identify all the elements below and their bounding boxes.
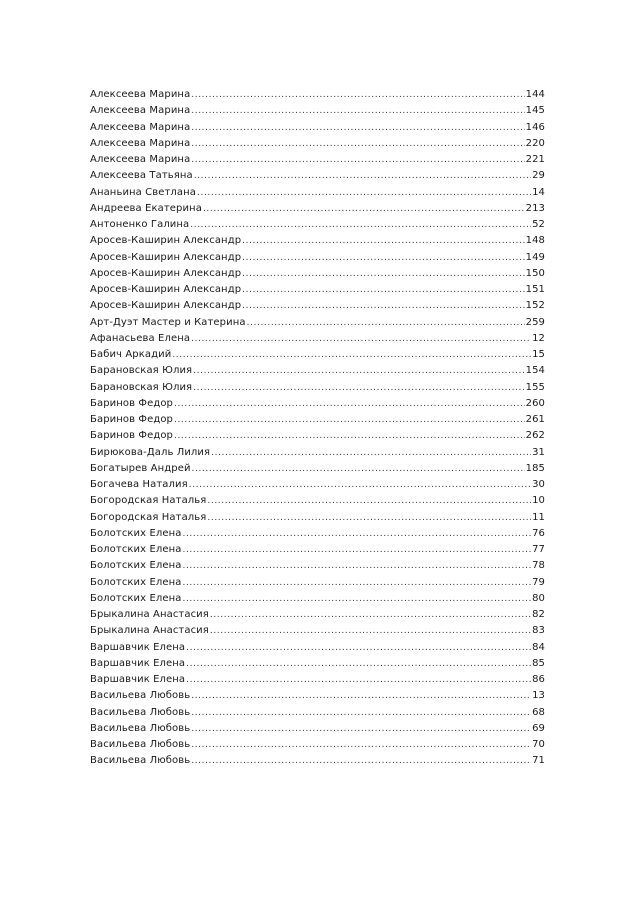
entry-page-number: 85 bbox=[532, 657, 545, 669]
dot-leader bbox=[210, 623, 531, 639]
dot-leader bbox=[242, 233, 524, 249]
dot-leader bbox=[182, 526, 531, 542]
index-entry bbox=[90, 461, 545, 477]
dot-leader bbox=[207, 493, 531, 509]
index-entry bbox=[90, 380, 545, 396]
entry-author-name: Андреева Екатерина bbox=[90, 202, 202, 214]
index-entry bbox=[90, 737, 545, 753]
dot-leader bbox=[186, 656, 531, 672]
dot-leader bbox=[207, 510, 531, 526]
dot-leader bbox=[182, 542, 531, 558]
entry-page-number: 155 bbox=[525, 381, 545, 393]
entry-author-name: Бабич Аркадий bbox=[90, 349, 172, 360]
entry-author-name: Аросев-Каширин Александр bbox=[90, 235, 242, 247]
entry-author-name: Болотских Елена bbox=[90, 576, 182, 588]
entry-author-name: Аросев-Каширин Александр bbox=[90, 267, 242, 279]
entry-author-name: Богатырев Андрей bbox=[90, 462, 191, 474]
entry-author-name: Алексеева Марина bbox=[90, 89, 191, 100]
index-entry bbox=[90, 753, 545, 769]
dot-leader bbox=[190, 217, 531, 233]
dot-leader bbox=[203, 201, 525, 217]
index-entry bbox=[90, 656, 545, 672]
dot-leader bbox=[191, 753, 531, 769]
entry-page-number: 70 bbox=[532, 739, 545, 750]
dot-leader bbox=[182, 575, 531, 591]
entry-page-number: 14 bbox=[532, 186, 545, 198]
entry-page-number: 79 bbox=[532, 576, 545, 588]
entry-page-number: 260 bbox=[525, 397, 545, 409]
dot-leader bbox=[191, 705, 531, 721]
entry-author-name: Барановская Юлия bbox=[90, 365, 193, 377]
entry-author-name: Брыкалина Анастасия bbox=[90, 625, 209, 637]
index-entry bbox=[90, 201, 545, 217]
entry-author-name: Варшавчик Елена bbox=[90, 641, 186, 653]
dot-leader bbox=[182, 558, 531, 574]
entry-page-number: 144 bbox=[525, 89, 545, 100]
entry-author-name: Бирюкова-Даль Лилия bbox=[90, 446, 211, 458]
entry-author-name: Варшавчик Елена bbox=[90, 674, 186, 685]
index-entry bbox=[90, 347, 545, 363]
index-entry bbox=[90, 705, 545, 721]
dot-leader bbox=[193, 380, 524, 396]
index-entry bbox=[90, 510, 545, 526]
entry-author-name: Васильева Любовь bbox=[90, 739, 191, 750]
entry-page-number: 13 bbox=[532, 690, 545, 702]
entry-page-number: 52 bbox=[532, 219, 545, 230]
dot-leader bbox=[191, 331, 531, 347]
dot-leader bbox=[242, 266, 524, 282]
entry-page-number: 29 bbox=[532, 170, 545, 182]
index-entry bbox=[90, 493, 545, 509]
entry-page-number: 261 bbox=[525, 414, 545, 425]
index-entry bbox=[90, 526, 545, 542]
index-entry bbox=[90, 363, 545, 379]
dot-leader bbox=[189, 477, 531, 493]
dot-leader bbox=[242, 282, 524, 298]
dot-leader bbox=[247, 315, 525, 331]
index-entry bbox=[90, 298, 545, 314]
index-entry bbox=[90, 428, 545, 444]
entry-author-name: Баринов Федор bbox=[90, 414, 174, 425]
entry-page-number: 77 bbox=[532, 544, 545, 555]
entry-author-name: Брыкалина Анастасия bbox=[90, 609, 209, 620]
index-entry bbox=[90, 688, 545, 704]
entry-page-number: 30 bbox=[532, 479, 545, 490]
index-entry bbox=[90, 250, 545, 266]
entry-author-name: Афанасьева Елена bbox=[90, 332, 191, 344]
index-entry bbox=[90, 136, 545, 152]
entry-page-number: 146 bbox=[525, 121, 545, 133]
entry-page-number: 145 bbox=[525, 105, 545, 117]
dot-leader bbox=[191, 152, 524, 168]
index-entry bbox=[90, 542, 545, 558]
index-entry bbox=[90, 331, 545, 347]
entry-page-number: 154 bbox=[525, 365, 545, 377]
entry-author-name: Васильева Любовь bbox=[90, 755, 191, 767]
dot-leader bbox=[172, 347, 531, 363]
entry-author-name: Аросев-Каширин Александр bbox=[90, 251, 242, 263]
entry-page-number: 82 bbox=[532, 609, 545, 620]
entry-author-name: Арт-Дуэт Мастер и Катерина bbox=[90, 316, 246, 328]
dot-leader bbox=[191, 87, 524, 103]
entry-page-number: 31 bbox=[532, 446, 545, 458]
entry-page-number: 83 bbox=[532, 625, 545, 637]
dot-leader bbox=[197, 185, 531, 201]
entry-page-number: 213 bbox=[525, 202, 545, 214]
entry-page-number: 11 bbox=[532, 511, 545, 523]
entry-page-number: 150 bbox=[525, 267, 545, 279]
dot-leader bbox=[182, 591, 531, 607]
entry-author-name: Алексеева Татьяна bbox=[90, 170, 193, 182]
entry-page-number: 15 bbox=[532, 349, 545, 360]
entry-page-number: 151 bbox=[525, 284, 545, 295]
entry-author-name: Баринов Федор bbox=[90, 430, 174, 442]
index-entry bbox=[90, 672, 545, 688]
dot-leader bbox=[174, 428, 525, 444]
dot-leader bbox=[194, 168, 531, 184]
dot-leader bbox=[192, 461, 525, 477]
entry-author-name: Васильева Любовь bbox=[90, 706, 191, 718]
entry-page-number: 84 bbox=[532, 641, 545, 653]
entry-author-name: Богородская Наталья bbox=[90, 511, 207, 523]
entry-page-number: 76 bbox=[532, 527, 545, 539]
entry-author-name: Алексеева Марина bbox=[90, 137, 191, 149]
index-entry bbox=[90, 623, 545, 639]
entry-author-name: Болотских Елена bbox=[90, 592, 182, 604]
index-entry bbox=[90, 591, 545, 607]
entry-page-number: 152 bbox=[525, 300, 545, 312]
entry-author-name: Васильева Любовь bbox=[90, 722, 191, 734]
entry-page-number: 69 bbox=[532, 722, 545, 734]
dot-leader bbox=[186, 672, 531, 688]
index-entry bbox=[90, 282, 545, 298]
index-entry bbox=[90, 233, 545, 249]
index-entry bbox=[90, 412, 545, 428]
index-entry bbox=[90, 396, 545, 412]
dot-leader bbox=[191, 120, 524, 136]
entry-author-name: Аросев-Каширин Александр bbox=[90, 284, 242, 295]
entry-author-name: Болотских Елена bbox=[90, 544, 182, 555]
dot-leader bbox=[242, 298, 524, 314]
index-entry bbox=[90, 120, 545, 136]
index-entry bbox=[90, 607, 545, 623]
dot-leader bbox=[174, 412, 525, 428]
entry-page-number: 71 bbox=[532, 755, 545, 767]
entry-page-number: 78 bbox=[532, 560, 545, 572]
index-entry bbox=[90, 185, 545, 201]
entry-author-name: Алексеева Марина bbox=[90, 121, 191, 133]
dot-leader bbox=[174, 396, 525, 412]
index-entry bbox=[90, 152, 545, 168]
dot-leader bbox=[191, 136, 524, 152]
entry-author-name: Баринов Федор bbox=[90, 397, 174, 409]
entry-page-number: 80 bbox=[532, 592, 545, 604]
dot-leader bbox=[211, 445, 531, 461]
dot-leader bbox=[191, 721, 531, 737]
index-entry bbox=[90, 168, 545, 184]
entry-page-number: 149 bbox=[525, 251, 545, 263]
entry-author-name: Барановская Юлия bbox=[90, 381, 193, 393]
entry-author-name: Ананьина Светлана bbox=[90, 186, 197, 198]
author-index-list bbox=[90, 87, 545, 770]
entry-author-name: Васильева Любовь bbox=[90, 690, 191, 702]
dot-leader bbox=[210, 607, 531, 623]
index-entry bbox=[90, 315, 545, 331]
index-entry bbox=[90, 640, 545, 656]
entry-page-number: 10 bbox=[532, 495, 545, 507]
index-entry bbox=[90, 445, 545, 461]
index-entry bbox=[90, 558, 545, 574]
entry-author-name: Алексеева Марина bbox=[90, 154, 191, 165]
entry-author-name: Болотских Елена bbox=[90, 560, 182, 572]
index-entry bbox=[90, 103, 545, 119]
entry-page-number: 262 bbox=[525, 430, 545, 442]
dot-leader bbox=[193, 363, 524, 379]
dot-leader bbox=[191, 688, 531, 704]
entry-page-number: 86 bbox=[532, 674, 545, 685]
index-entry bbox=[90, 575, 545, 591]
entry-author-name: Аросев-Каширин Александр bbox=[90, 300, 242, 312]
entry-page-number: 68 bbox=[532, 706, 545, 718]
entry-author-name: Болотских Елена bbox=[90, 527, 182, 539]
entry-author-name: Антоненко Галина bbox=[90, 219, 190, 230]
index-entry bbox=[90, 266, 545, 282]
entry-page-number: 259 bbox=[525, 316, 545, 328]
dot-leader bbox=[242, 250, 524, 266]
entry-author-name: Богородская Наталья bbox=[90, 495, 207, 507]
entry-author-name: Богачева Наталия bbox=[90, 479, 188, 490]
dot-leader bbox=[191, 103, 524, 119]
dot-leader bbox=[191, 737, 531, 753]
entry-page-number: 12 bbox=[532, 332, 545, 344]
entry-page-number: 185 bbox=[525, 462, 545, 474]
entry-author-name: Варшавчик Елена bbox=[90, 657, 186, 669]
entry-author-name: Алексеева Марина bbox=[90, 105, 191, 117]
index-entry bbox=[90, 721, 545, 737]
entry-page-number: 221 bbox=[525, 154, 545, 165]
entry-page-number: 148 bbox=[525, 235, 545, 247]
dot-leader bbox=[186, 640, 531, 656]
index-entry bbox=[90, 87, 545, 103]
index-entry bbox=[90, 217, 545, 233]
entry-page-number: 220 bbox=[525, 137, 545, 149]
index-entry bbox=[90, 477, 545, 493]
